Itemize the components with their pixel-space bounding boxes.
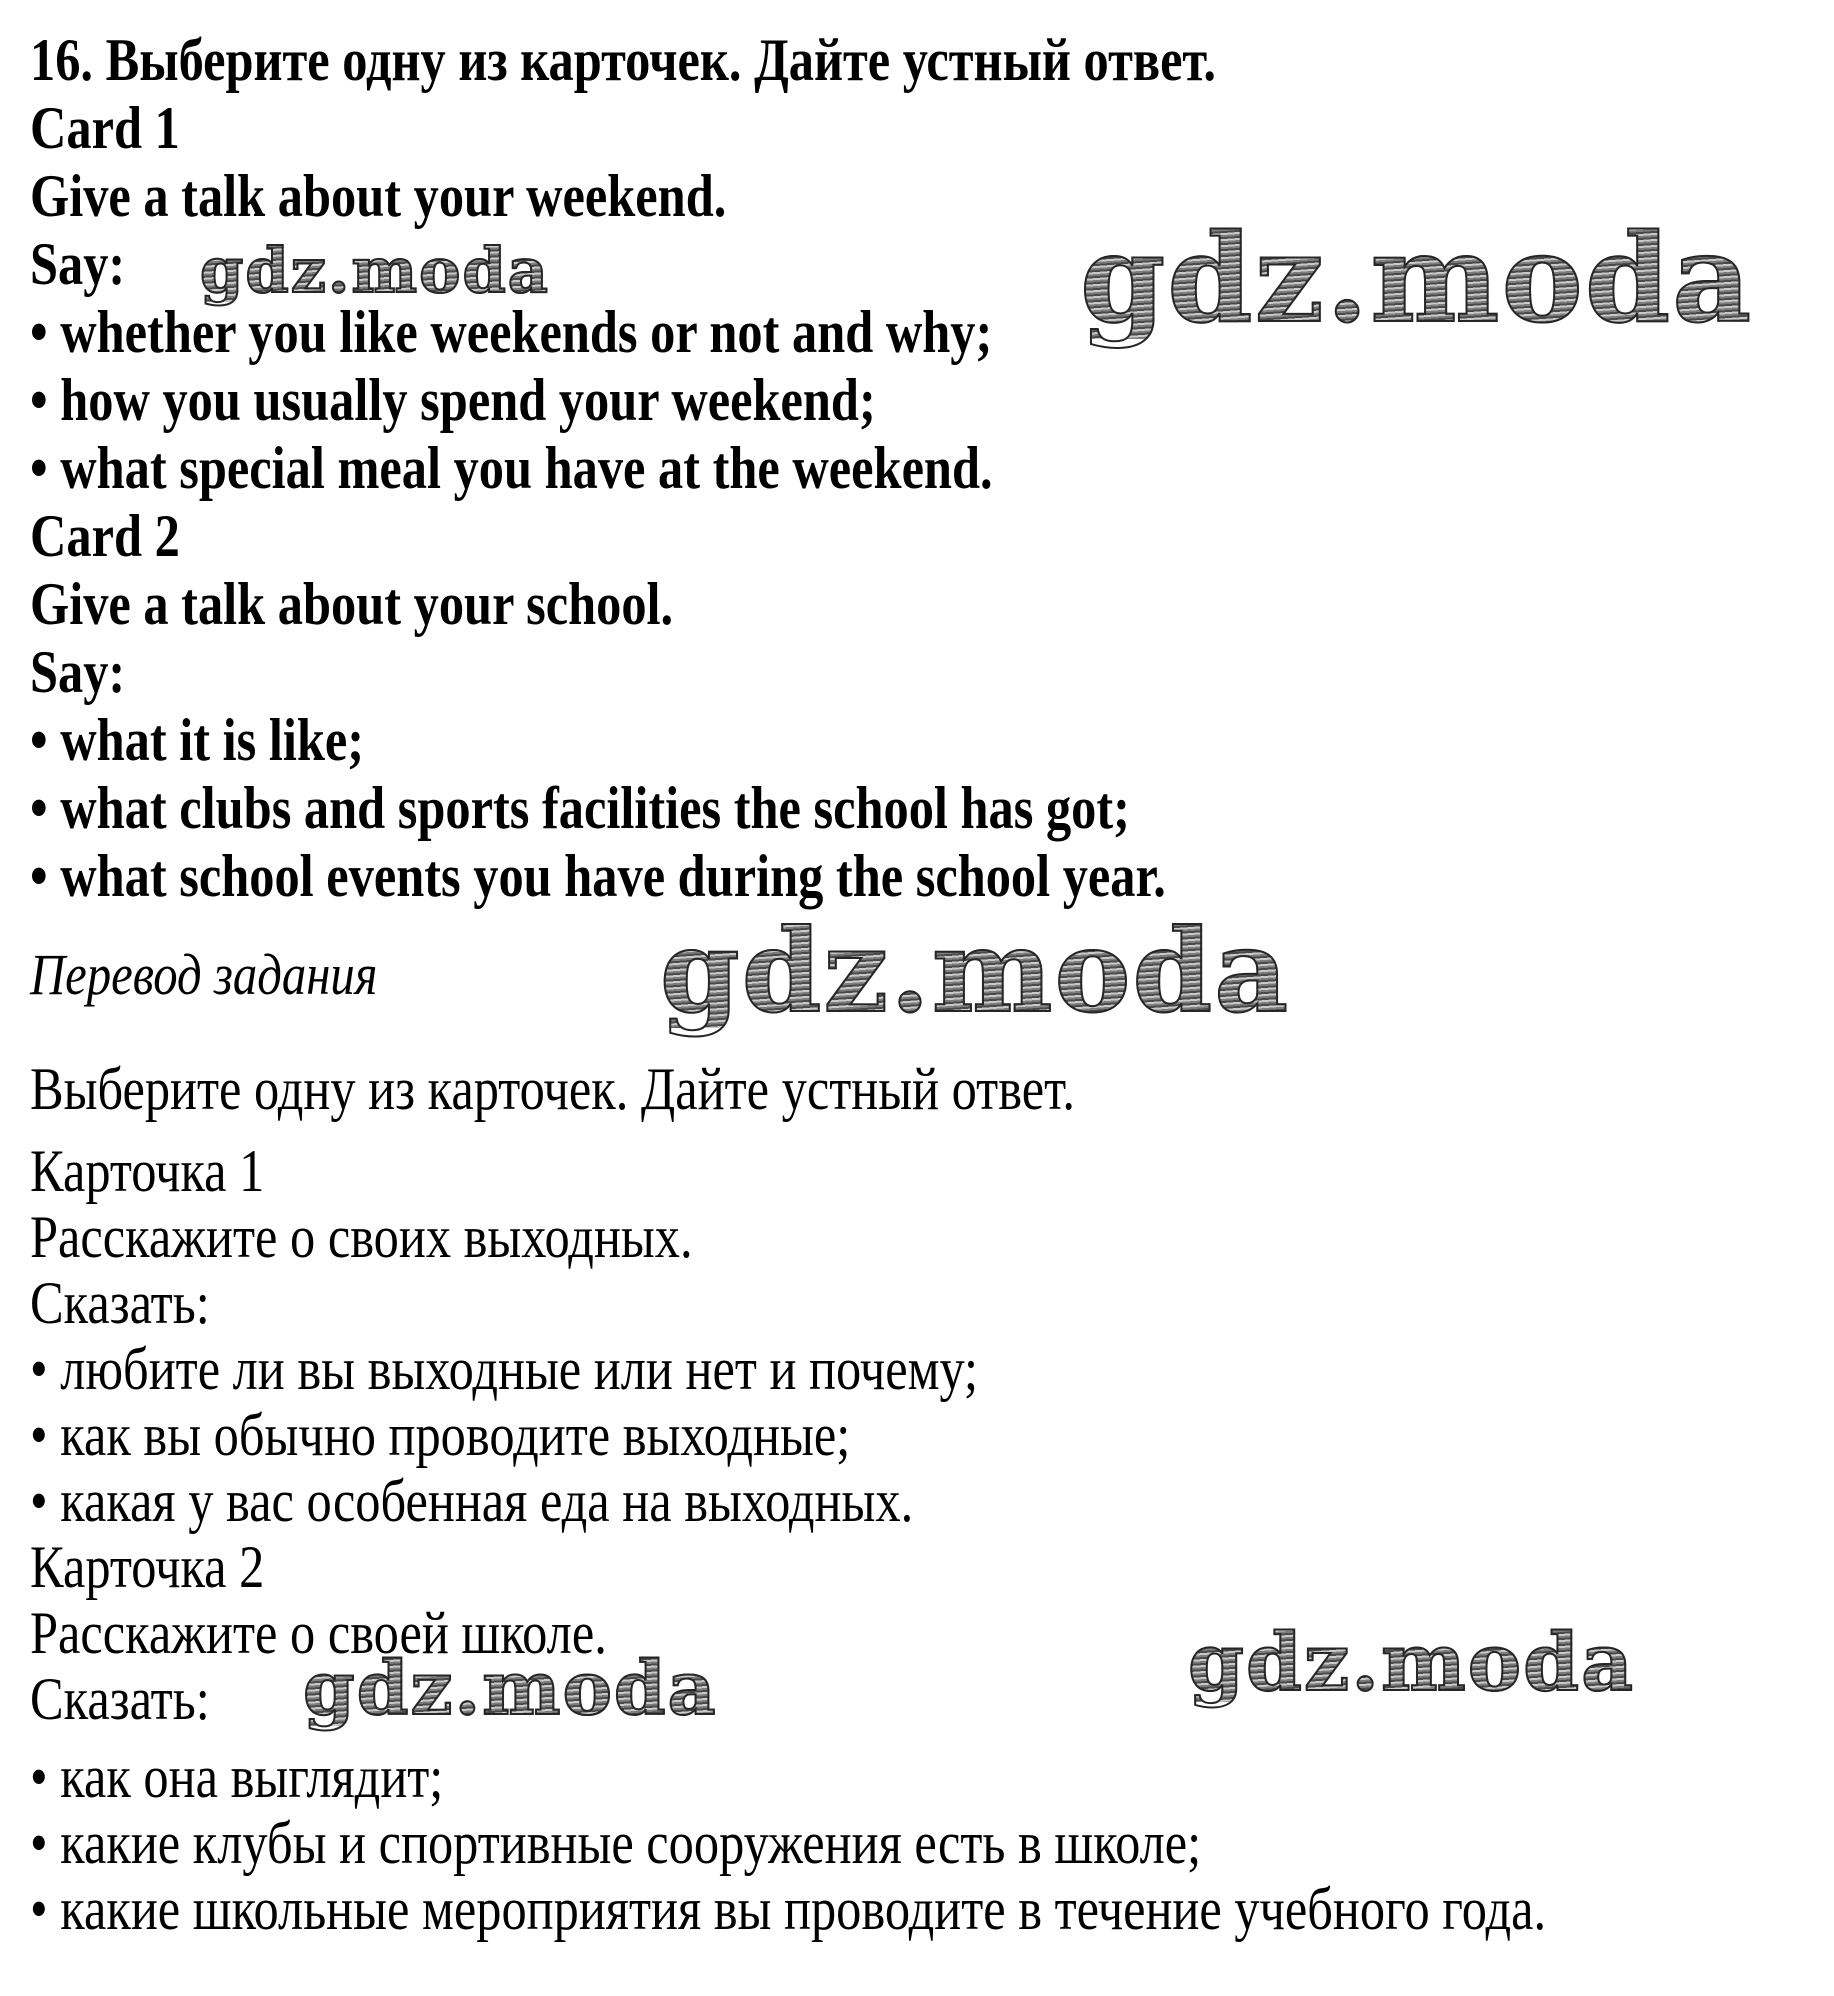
gdz-moda-watermark: gdz.moda (1080, 206, 1754, 350)
document-text (30, 0, 1834, 1942)
translation-card2-bullet-1: • как она выглядит; (30, 1744, 444, 1810)
translation-card2-bullet-3: • какие школьные мероприятия вы проводите в течение учебного года. (30, 1876, 1547, 1942)
translation-card1-bullet-3: • какая у вас особенная еда на выходных. (30, 1468, 914, 1534)
translation-card1-say-label: Сказать: (30, 1270, 210, 1336)
card2-label: Card 2 (30, 503, 180, 569)
card2-intro: Give a talk about your school. (30, 571, 674, 637)
card2-bullet-2: • what clubs and sports facilities the school has got; (30, 775, 1130, 841)
gdz-moda-watermark: gdz.moda (660, 904, 1291, 1038)
card1-bullet-3: • what special meal you have at the weekend. (30, 435, 993, 501)
translation-card1-bullet-2: • как вы обычно проводите выходные; (30, 1402, 851, 1468)
card1-bullet-1: • whether you like weekends or not and why; (30, 299, 993, 365)
gdz-moda-watermark: gdz.moda (200, 234, 550, 307)
translation-card1-label: Карточка 1 (30, 1138, 265, 1204)
translation-card1-intro: Расскажите о своих выходных. (30, 1204, 693, 1270)
card1-intro: Give a talk about your weekend. (30, 163, 727, 229)
card2-say-label: Say: (30, 639, 126, 705)
card2-bullet-3: • what school events you have during the school year. (30, 843, 1166, 909)
translation-heading: Выберите одну из карточек. Дайте устный ответ. (30, 1056, 1075, 1122)
translation-card2-intro: Расскажите о своей школе. (30, 1600, 607, 1666)
translation-card2-label: Карточка 2 (30, 1534, 265, 1600)
card2-bullet-1: • what it is like; (30, 707, 365, 773)
card1-say-label: Say: (30, 231, 126, 297)
gdz-moda-watermark: gdz.moda (303, 1646, 718, 1732)
translation-card2-say-label: Сказать: (30, 1666, 210, 1732)
card1-bullet-2: • how you usually spend your weekend; (30, 367, 876, 433)
task-heading: 16. Выберите одну из карточек. Дайте устный ответ. (30, 27, 1217, 93)
card1-label: Card 1 (30, 95, 180, 161)
translation-card1-bullet-1: • любите ли вы выходные или нет и почему; (30, 1336, 979, 1402)
translation-card2-bullet-2: • какие клубы и спортивные сооружения есть в школе; (30, 1810, 1202, 1876)
gdz-moda-watermark: gdz.moda (1188, 1615, 1635, 1709)
translation-section-label: Перевод задания (30, 942, 378, 1007)
